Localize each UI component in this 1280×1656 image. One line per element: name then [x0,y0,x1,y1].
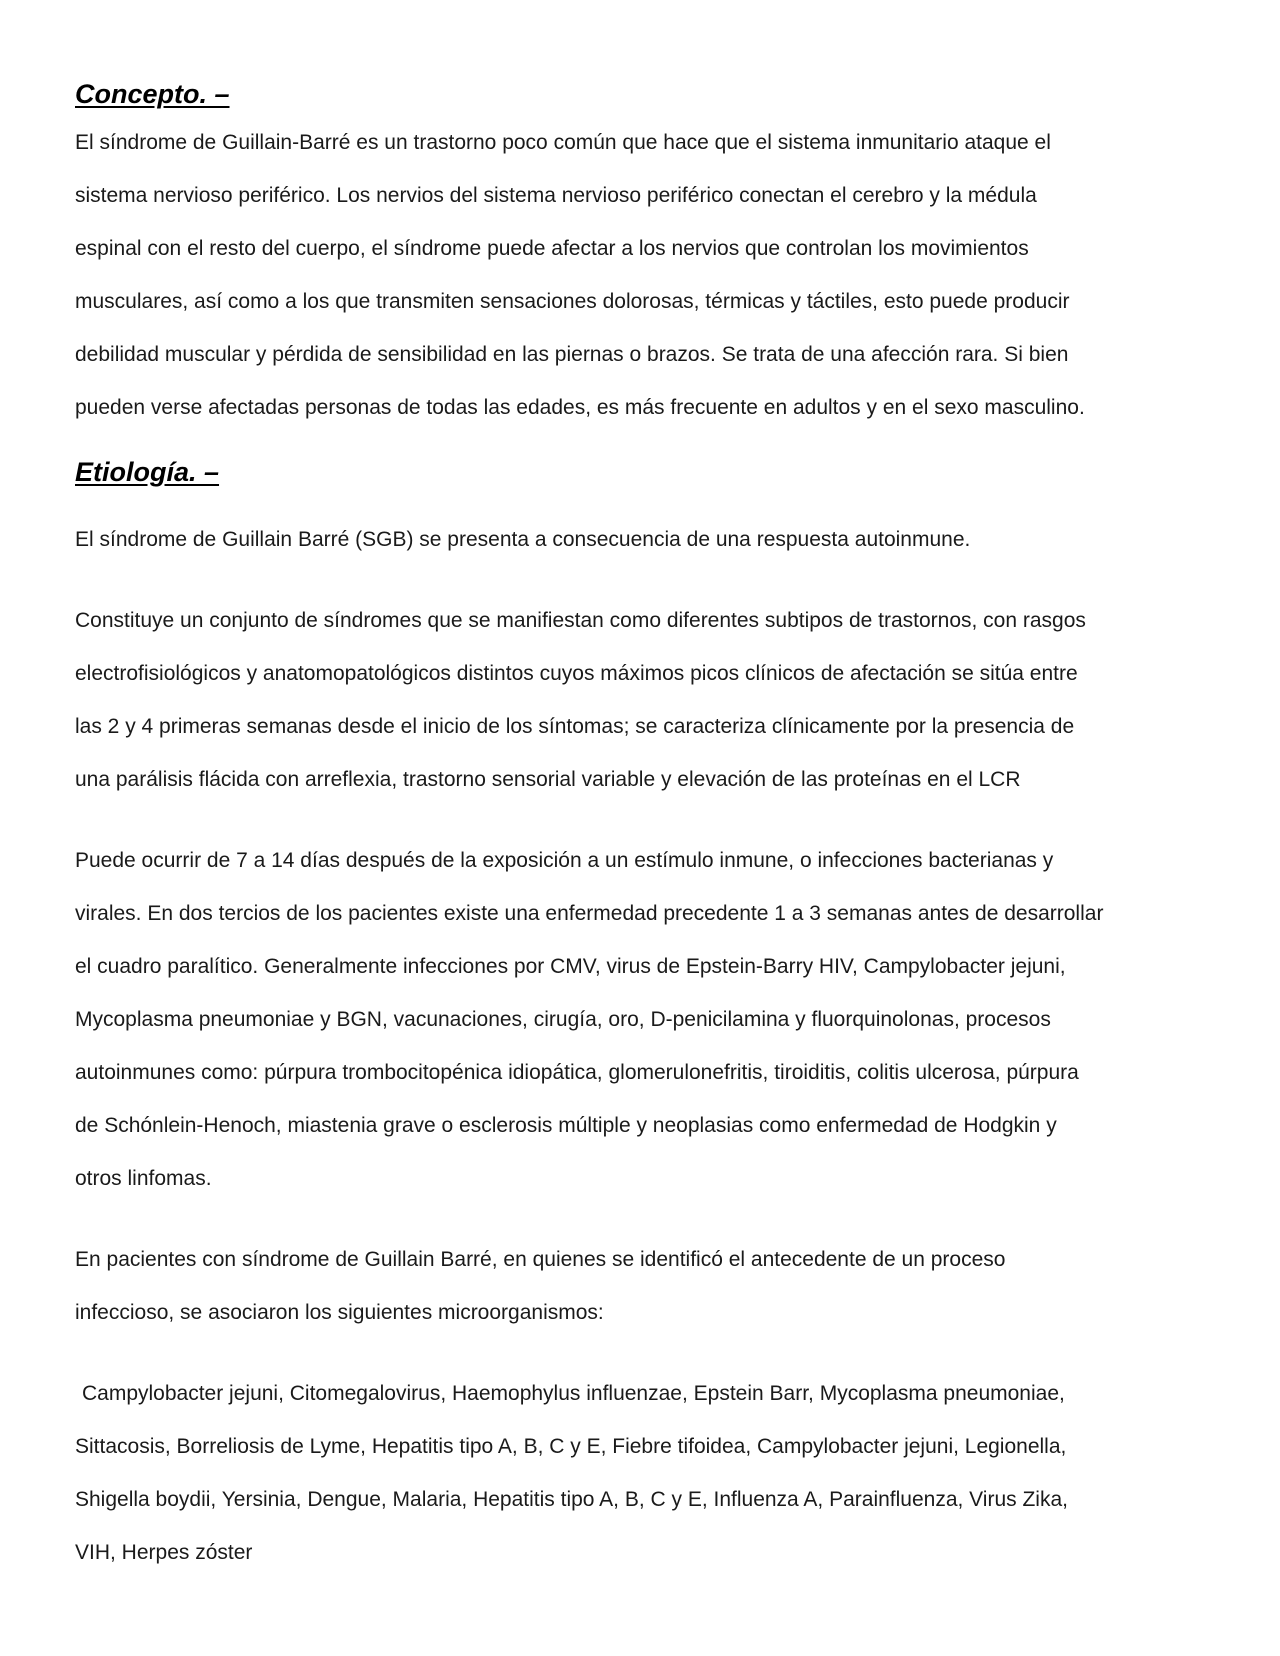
concepto-paragraph [75,116,1215,434]
text-line: el cuadro paralítico. Generalmente infecciones por CMV, virus de Epstein-Barry HIV, Campylobacter jejuni, [75,955,1066,978]
text-line: Puede ocurrir de 7 a 14 días después de la exposición a un estímulo inmune, o infecciones bacterianas y [75,849,1054,872]
etiologia-paragraph-2 [75,594,1215,806]
text-line: sistema nervioso periférico. Los nervios del sistema nervioso periférico conectan el cerebro y la médula [75,184,1037,207]
text-line: autoinmunes como: púrpura trombocitopénica idiopática, glomerulonefritis, tiroiditis, colitis ulcerosa, púrpura [75,1061,1079,1084]
text-line: virales. En dos tercios de los pacientes existe una enfermedad precedente 1 a 3 semanas antes de desarrollar [75,902,1104,925]
text-line: En pacientes con síndrome de Guillain Barré, en quienes se identificó el antecedente de un proceso [75,1248,1006,1271]
text-line: de Schónlein-Henoch, miastenia grave o esclerosis múltiple y neoplasias como enfermedad de Hodgkin y [75,1114,1057,1137]
text-line: VIH, Herpes zóster [75,1541,253,1564]
concepto-heading: Concepto. – [75,79,230,109]
text-line: musculares, así como a los que transmiten sensaciones dolorosas, térmicas y táctiles, esto puede producir [75,290,1070,313]
microorganism-list-paragraph [75,1367,1215,1579]
text-line: espinal con el resto del cuerpo, el síndrome puede afectar a los nervios que controlan los movimientos [75,237,1029,260]
text-line: Constituye un conjunto de síndromes que se manifiestan como diferentes subtipos de trastornos, con rasgos [75,609,1086,632]
etiologia-paragraph-3 [75,834,1215,1205]
etiologia-paragraph-4 [75,1233,1215,1339]
text-line: El síndrome de Guillain Barré (SGB) se presenta a consecuencia de una respuesta autoinmune. [75,528,971,551]
text-line: Sittacosis, Borreliosis de Lyme, Hepatitis tipo A, B, C y E, Fiebre tifoidea, Campylobacter jejuni, Legionella, [75,1435,1067,1458]
text-line: otros linfomas. [75,1167,212,1190]
text-line: electrofisiológicos y anatomopatológicos distintos cuyos máximos picos clínicos de afectación se sitúa entre [75,662,1078,685]
document-page [75,72,1215,1579]
text-line: El síndrome de Guillain-Barré es un trastorno poco común que hace que el sistema inmunitario ataque el [75,131,1051,154]
text-line: Shigella boydii, Yersinia, Dengue, Malaria, Hepatitis tipo A, B, C y E, Influenza A, Parainfluenza, Virus Zika, [75,1488,1068,1511]
text-line: pueden verse afectadas personas de todas las edades, es más frecuente en adultos y en el sexo masculino. [75,396,1085,419]
etiologia-heading: Etiología. – [75,457,220,487]
text-line: infeccioso, se asociaron los siguientes microorganismos: [75,1301,604,1324]
text-line: una parálisis flácida con arreflexia, trastorno sensorial variable y elevación de las proteínas en el LCR [75,768,1021,791]
text-line: Mycoplasma pneumoniae y BGN, vacunaciones, cirugía, oro, D-penicilamina y fluorquinolonas, procesos [75,1008,1051,1031]
text-line: las 2 y 4 primeras semanas desde el inicio de los síntomas; se caracteriza clínicamente por la presencia de [75,715,1075,738]
etiologia-paragraph-1 [75,513,1215,566]
text-line: debilidad muscular y pérdida de sensibilidad en las piernas o brazos. Se trata de una afección rara. Si bien [75,343,1069,366]
text-line: Campylobacter jejuni, Citomegalovirus, Haemophylus influenzae, Epstein Barr, Mycoplasma pneumoniae, [82,1382,1065,1405]
